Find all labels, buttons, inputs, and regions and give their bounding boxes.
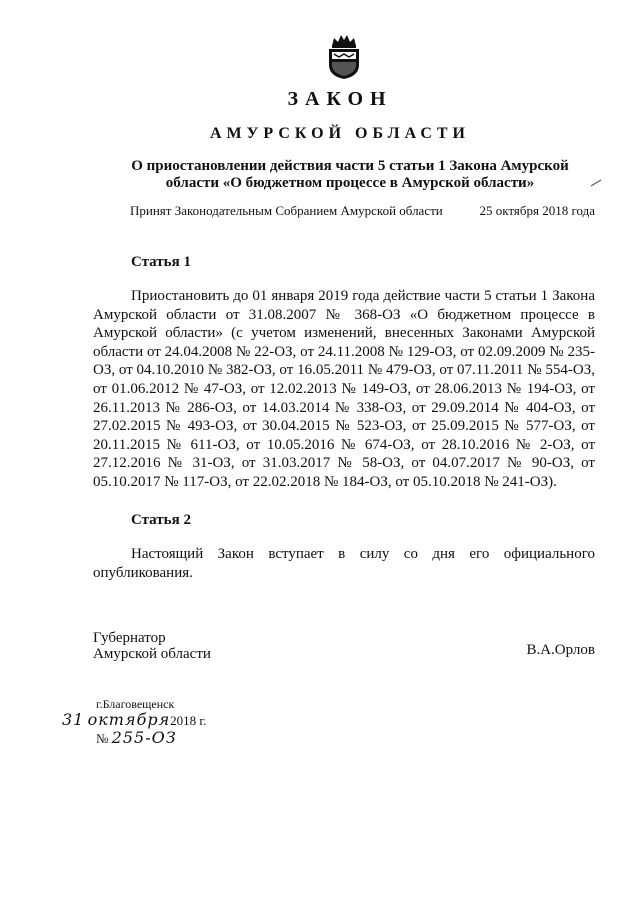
law-heading <box>110 158 590 192</box>
signing-date <box>62 710 207 729</box>
amur-oblast-coat-of-arms-icon <box>324 32 364 80</box>
article-2-text: Настоящий Закон вступает в силу со дня его официального опубликования. <box>93 546 595 581</box>
signer-name: В.А.Орлов <box>526 642 595 658</box>
signer-position <box>93 630 211 662</box>
article-1-title: Статья 1 <box>131 254 191 270</box>
signer-position-line1: Губернатор <box>93 630 166 646</box>
signing-place: г.Благовещенск <box>96 697 175 711</box>
article-2-title: Статья 2 <box>131 512 191 528</box>
handwritten-number: 255-ОЗ <box>111 728 177 747</box>
article-1-text: Приостановить до 01 января 2019 года действие части 5 статьи 1 Закона Амурской области от 31.08.2007 № 368-ОЗ «О бюджетном процессе в Амурской области» (с учетом изменений, внесенных Законами Амурской области от 24.04.2008 № 22-ОЗ, от 24.11.2008 № 129-ОЗ, от 02.09.2009 № 235-ОЗ, от 04.10.2010 № 382-ОЗ, от 16.05.2011 № 479-ОЗ, от 07.11.2011 № 554-ОЗ, от 01.06.2012 № 47-ОЗ, от 12.02.2013 № 149-ОЗ, от 28.06.2013 № 194-ОЗ, от 26.11.2013 № 286-ОЗ, от 14.03.2014 № 338-ОЗ, от 29.09.2014 № 404-ОЗ, от 27.02.2015 № 493-ОЗ, от 30.04.2015 № 523-ОЗ, от 25.09.2015 № 577-ОЗ, от 20.11.2015 № 611-ОЗ, от 10.05.2016 № 674-ОЗ, от 28.10.2016 № 2-ОЗ, от 27.12.2016 № 31-ОЗ, от 31.03.2017 № 58-ОЗ, от 04.07.2017 № 90-ОЗ, от 05.10.2017 № 117-ОЗ, от 22.02.2018 № 184-ОЗ, от 05.10.2018 № 241-ОЗ). <box>93 288 595 490</box>
document-subtitle: АМУРСКОЙ ОБЛАСТИ <box>210 125 470 142</box>
law-heading-line2: области «О бюджетном процессе в Амурской области» <box>165 175 535 191</box>
handwritten-day: 31 <box>62 710 85 729</box>
adoption-body: Принят Законодательным Собранием Амурской области <box>130 203 443 218</box>
pen-stroke-mark <box>590 178 602 188</box>
date-year: 2018 г. <box>170 713 207 728</box>
adoption-line <box>130 203 595 219</box>
signer-position-line2: Амурской области <box>93 646 211 662</box>
number-prefix: № <box>96 731 109 746</box>
document-title: ЗАКОН <box>287 88 393 110</box>
handwritten-month: октября <box>87 710 171 729</box>
law-number <box>96 728 177 747</box>
adoption-date: 25 октября 2018 года <box>479 203 595 218</box>
law-heading-line1: О приостановлении действия части 5 статьи 1 Закона Амурской <box>131 158 569 174</box>
